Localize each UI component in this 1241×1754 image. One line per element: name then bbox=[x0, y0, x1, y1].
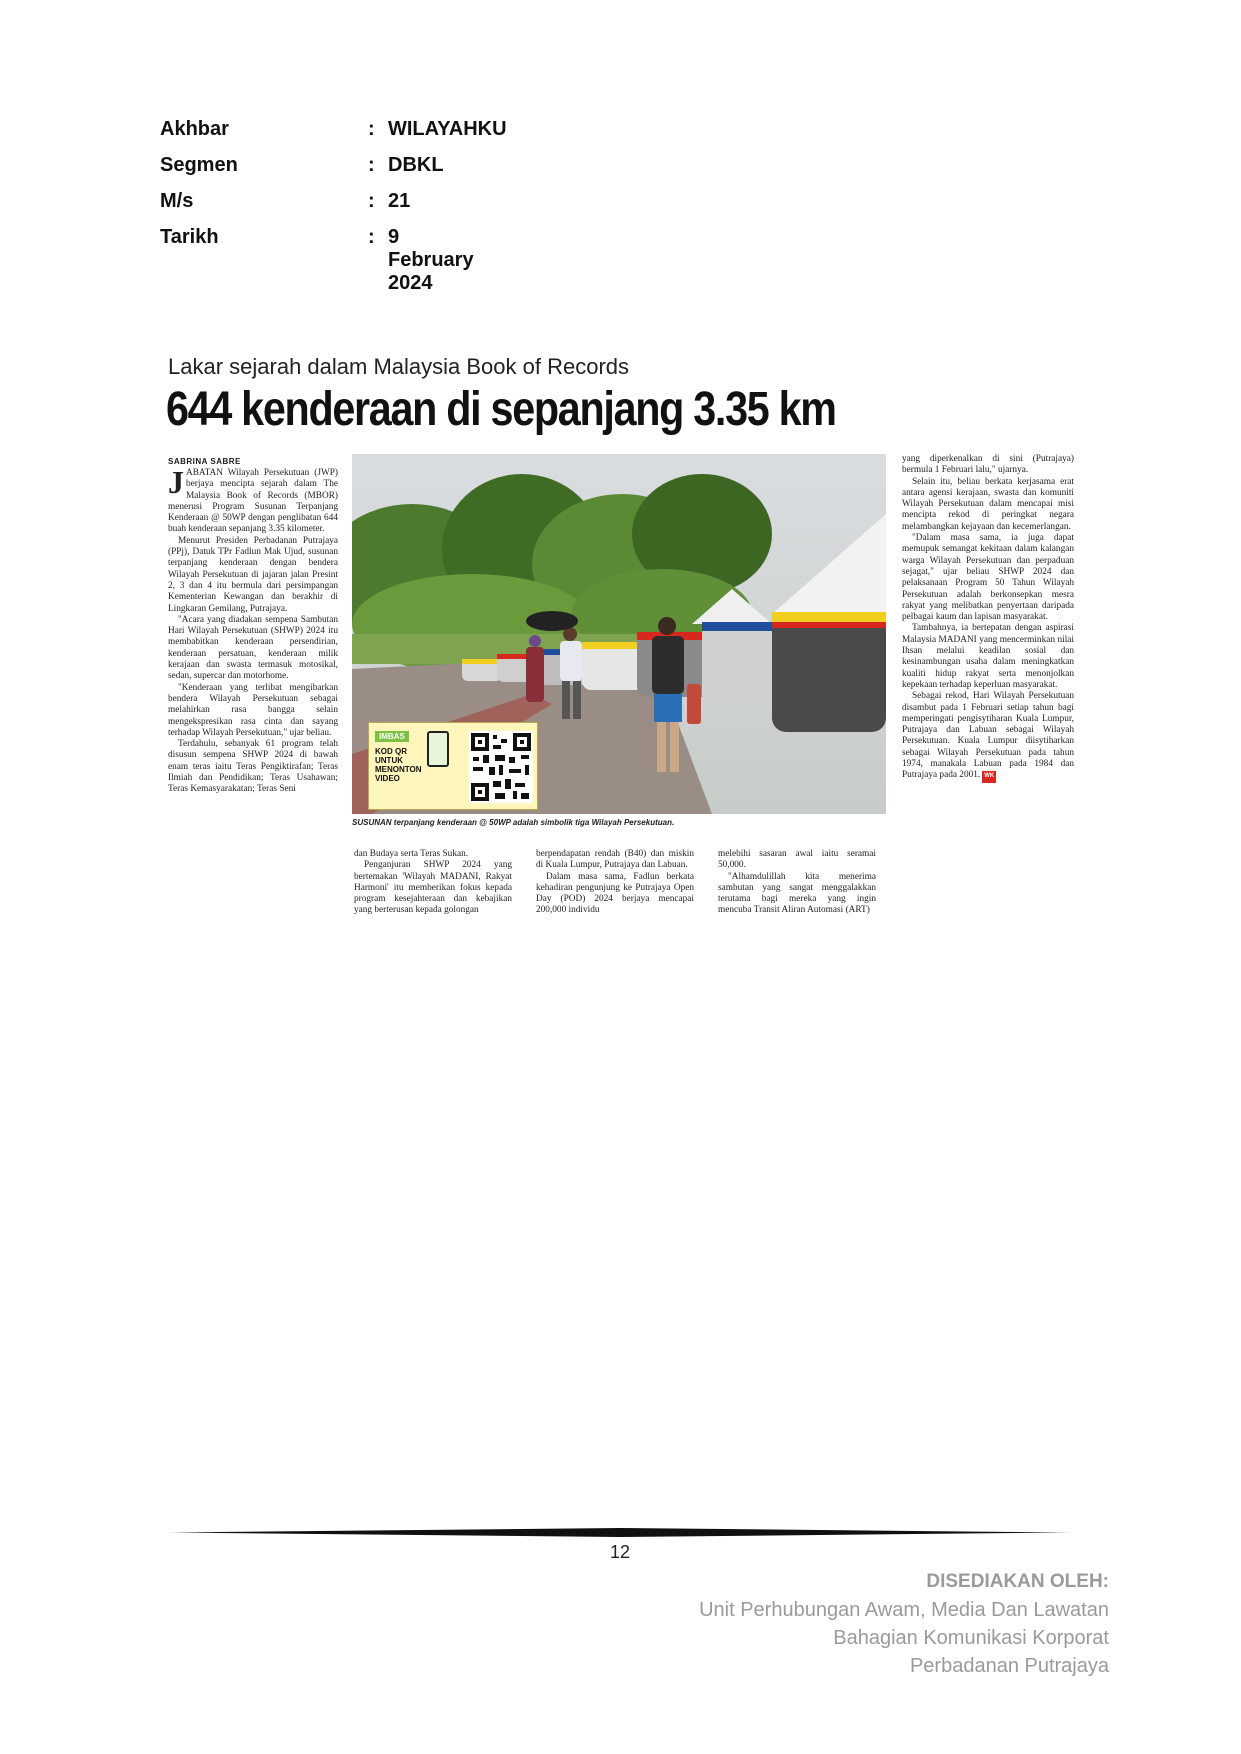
article-kicker: Lakar sejarah dalam Malaysia Book of Records bbox=[168, 354, 630, 379]
article-column-5 bbox=[902, 454, 1074, 929]
paragraph: "Dalam masa sama, ia juga dapat memupuk semangat kekitaan dalam kalangan warga Wilayah Persekutuan dan perpaduan sejagat," ujar beliau SHWP 2024 dan pelaksanaan Program 50 Tahun Wilayah Persekutuan adalah berkonsepkan mesra rakyat yang melibatkan penyertaan daripada pelbagai kaum dan lapisan masyarakat. bbox=[902, 533, 1074, 623]
paragraph: Selain itu, beliau berkata kerjasama erat antara agensi kerajaan, swasta dan komuniti Wilayah Persekutuan dalam mencapai misi mencipta rekod di peringkat negara melambangkan kejayaan dan kecemerlangan. bbox=[902, 476, 1074, 532]
paragraph: "Acara yang diadakan sempena Sambutan Hari Wilayah Persekutuan (SHWP) 2024 itu membabitkan kenderaan persendirian, kenderaan persatuan, kenderaan milik kerajaan dan swasta termasuk motosikal, sedan, supercar dan motorhome. bbox=[168, 614, 338, 682]
paragraph: "Kenderaan yang terlibat mengibarkan bendera Wilayah Persekutuan sebagai melahirkan rasa bangga selain mengekspresikan rasa cinta dan sayang terhadap Wilayah Persekutuan," ujar beliau. bbox=[168, 682, 338, 738]
qr-tag: IMBAS bbox=[375, 731, 409, 742]
paragraph: "Alhamdulillah kita menerima sambutan yang sangat menggalakkan terutama bagi mereka yang ingin mencuba Transit Aliran Automasi (ART) bbox=[718, 871, 876, 916]
meta-colon: : bbox=[368, 190, 375, 212]
end-mark-icon: WK bbox=[982, 771, 996, 782]
footer-organisation: Perbadanan Putrajaya bbox=[909, 1655, 1109, 1677]
prepared-by-footer bbox=[699, 1568, 1109, 1680]
article-column-2 bbox=[354, 849, 512, 929]
footer-division: Bahagian Komunikasi Korporat bbox=[833, 1627, 1109, 1649]
footer-title: DISEDIAKAN OLEH: bbox=[926, 1571, 1109, 1592]
paragraph: Dalam masa sama, Fadlun berkata kehadiran pengunjung ke Putrajaya Open Day (POD) 2024 berjaya mencapai 200,000 individu bbox=[536, 871, 694, 916]
paragraph: Terdahulu, sebanyak 61 program telah disusun sempena SHWP 2024 di bawah enam teras iaitu Teras Pengiktirafan; Teras Ilmiah dan Pendidikan; Teras Usahawan; Teras Kemasyarakatan; Teras Seni bbox=[168, 739, 338, 795]
meta-key: Akhbar bbox=[160, 118, 229, 140]
meta-key: M/s bbox=[160, 190, 194, 212]
paragraph: yang diperkenalkan di sini (Putrajaya) bermula 1 Februari lalu," ujarnya. bbox=[902, 454, 1074, 476]
footer-unit: Unit Perhubungan Awam, Media Dan Lawatan bbox=[699, 1599, 1109, 1621]
page-number: 12 bbox=[609, 1542, 631, 1562]
qr-instruction: KOD QR UNTUK MENONTON VIDEO bbox=[375, 747, 422, 783]
paragraph: Tambahnya, ia bertepatan dengan aspirasi Malaysia MADANI yang mencerminkan nilai Ihsan melalui keadilan sosial dan kesinambungan usaha dalam meningkatkan kualiti hidup rakyat serta menonjolkan kepekaan terhadap keperluan masyarakat. bbox=[902, 623, 1074, 690]
meta-key: Segmen bbox=[160, 154, 238, 176]
meta-value: 21 bbox=[388, 190, 411, 212]
article-column-3 bbox=[536, 849, 694, 929]
article-byline: SABRINA SABRE bbox=[168, 457, 241, 466]
meta-value: 9 February 2024 bbox=[388, 226, 474, 294]
meta-colon: : bbox=[368, 226, 375, 248]
news-clipping bbox=[166, 344, 1074, 944]
article-photo bbox=[352, 454, 886, 814]
meta-value: DBKL bbox=[388, 154, 444, 176]
paragraph-last: Sebagai rekod, Hari Wilayah Persekutuan disambut pada 1 Februari setiap tahun bagi memperingati pengisytiharan Kuala Lumpur, Putrajaya dan Labuan sebagai Wilayah Persekutuan. Kuala Lumpur diisytiharkan sebagai Wilayah Persekutuan pada tahun 1974, manakala Labuan pada 1984 dan Putrajaya pada 2001. WK bbox=[902, 691, 1074, 782]
photo-caption: SUSUNAN terpanjang kenderaan @ 50WP adalah simbolik tiga Wilayah Persekutuan. bbox=[352, 818, 675, 827]
article-headline: 644 kenderaan di sepanjang 3.35 km bbox=[166, 383, 836, 436]
footer-rule bbox=[170, 1528, 1070, 1537]
qr-pattern bbox=[469, 731, 533, 803]
article-column-4 bbox=[718, 849, 876, 929]
meta-key: Tarikh bbox=[160, 226, 219, 248]
phone-icon bbox=[427, 731, 449, 767]
paragraph: Penganjuran SHWP 2024 yang bertemakan 'Wilayah MADANI, Rakyat Harmoni' itu memberikan fokus kepada program kesejahteraan dan kebajikan yang berterusan kepada golongan bbox=[354, 860, 512, 916]
paragraph: melebihi sasaran awal iaitu seramai 50,000. bbox=[718, 849, 876, 871]
paragraph: JABATAN Wilayah Persekutuan (JWP) berjaya mencipta sejarah dalam The Malaysia Book of Records (MBOR) menerusi Program Susunan Terpanjang Kenderaan @ 50WP dengan penglibatan 644 buah kenderaan sepanjang 3.35 kilometer. bbox=[168, 468, 338, 535]
meta-value: WILAYAHKU bbox=[388, 118, 507, 140]
drop-cap: J bbox=[168, 468, 184, 500]
qr-code-icon[interactable] bbox=[469, 731, 533, 803]
qr-promo-box bbox=[368, 722, 538, 810]
paragraph: dan Budaya serta Teras Sukan. bbox=[354, 849, 469, 859]
paragraph: berpendapatan rendah (B40) dan miskin di Kuala Lumpur, Putrajaya dan Labuan. bbox=[536, 849, 694, 871]
meta-colon: : bbox=[368, 118, 375, 140]
article-column-1 bbox=[168, 468, 338, 928]
meta-colon: : bbox=[368, 154, 375, 176]
paragraph: Menurut Presiden Perbadanan Putrajaya (PPj), Datuk TPr Fadlun Mak Ujud, susunan terpanjang kenderaan dengan bendera Wilayah Persekutuan di jajaran jalan Presint 2, 3 dan 4 itu bermula dari persimpangan Kementerian Kewangan dan berakhir di Lingkaran Gemilang, Putrajaya. bbox=[168, 535, 338, 614]
